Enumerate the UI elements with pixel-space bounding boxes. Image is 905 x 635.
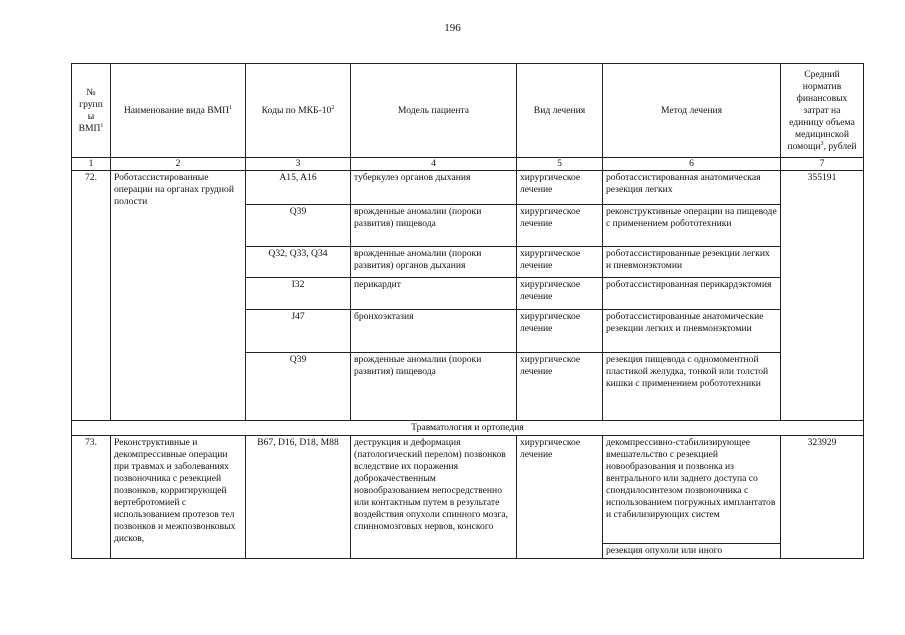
average-cost-cell: 355191 <box>781 171 864 421</box>
patient-model-cell: туберкулез органов дыхания <box>351 171 517 205</box>
treatment-method-cell: роботассистированные резекции легких и пневмонэктомии <box>603 247 781 278</box>
treatment-type-cell: хирургическое лечение <box>517 278 603 310</box>
mkb-code-cell: Q32, Q33, Q34 <box>246 247 351 278</box>
mkb-code-cell: I32 <box>246 278 351 310</box>
column-number: 1 <box>72 158 111 171</box>
treatment-method-cell: роботассистированная перикардэктомия <box>603 278 781 310</box>
treatment-type-cell: хирургическое лечение <box>517 171 603 205</box>
treatment-type-cell: хирургическое лечение <box>517 310 603 353</box>
column-number: 5 <box>517 158 603 171</box>
column-number-row <box>72 158 864 171</box>
group-number: 72. <box>72 171 111 421</box>
column-number: 3 <box>246 158 351 171</box>
treatment-method-cell: роботассистированная анатомическая резекция легких <box>603 171 781 205</box>
header-group-number: № групп ы ВМП$^1$ <box>72 64 111 158</box>
group-number: 73. <box>72 436 111 559</box>
treatment-type-cell: хирургическое лечение <box>517 436 603 559</box>
mkb-code-cell: Q39 <box>246 205 351 247</box>
header-row <box>72 64 864 158</box>
mkb-code-cell: A15, A16 <box>246 171 351 205</box>
header-treatment-type: Вид лечения <box>517 64 603 158</box>
header-patient-model: Модель пациента <box>351 64 517 158</box>
average-cost-cell: 323929 <box>781 436 864 559</box>
mkb-code-cell: J47 <box>246 310 351 353</box>
vmp-name-cell: Роботассистированные операции на органах грудной полости <box>111 171 246 421</box>
mkb-code-cell: Q39 <box>246 353 351 421</box>
column-number: 7 <box>781 158 864 171</box>
section-row <box>72 421 864 436</box>
treatment-type-cell: хирургическое лечение <box>517 205 603 247</box>
vmp-name-cell: Реконструктивные и декомпрессивные операции при травмах и заболеваниях позвоночника с резекцией позвонков, корригирующей вертебротомией с использованием протезов тел позвонков и межпозвонковых дисков, <box>111 436 246 559</box>
header-average-cost: Средний норматив финансовых затрат на единицу объема медицинской помощи$^3$, рублей <box>781 64 864 158</box>
patient-model-cell: деструкция и деформация (патологический перелом) позвонков вследствие их поражения доброкачественным новообразованием непосредственно или контактным путем в результате воздействия опухоли спинного мозга, спинномозговых нервов, конского <box>351 436 517 559</box>
header-treatment-method: Метод лечения <box>603 64 781 158</box>
treatment-method-cell: резекция опухоли или иного <box>603 544 781 559</box>
column-number: 6 <box>603 158 781 171</box>
table-row <box>72 171 864 205</box>
vmp-table <box>71 63 864 559</box>
treatment-method-cell: роботассистированные анатомические резекции легких и пневмонэктомии <box>603 310 781 353</box>
mkb-code-cell: B67, D16, D18, M88 <box>246 436 351 559</box>
treatment-method-cell: реконструктивные операции на пищеводе с применением робототехники <box>603 205 781 247</box>
patient-model-cell: перикардит <box>351 278 517 310</box>
header-mkb-codes: Коды по МКБ-$10^2$ <box>246 64 351 158</box>
section-title: Травматология и ортопедия <box>72 421 864 436</box>
column-number: 4 <box>351 158 517 171</box>
table-row <box>72 436 864 544</box>
header-vmp-name: Наименование вида ВМП$^1$ <box>111 64 246 158</box>
treatment-type-cell: хирургическое лечение <box>517 353 603 421</box>
patient-model-cell: врожденные аномалии (пороки развития) пищевода <box>351 353 517 421</box>
page-number: 196 <box>444 22 461 34</box>
treatment-type-cell: хирургическое лечение <box>517 247 603 278</box>
patient-model-cell: врожденные аномалии (пороки развития) пищевода <box>351 205 517 247</box>
column-number: 2 <box>111 158 246 171</box>
patient-model-cell: бронхоэктазия <box>351 310 517 353</box>
treatment-method-cell: декомпрессивно-стабилизирующее вмешательство с резекцией новообразования и позвонка из вентрального или заднего доступа со спондилосинтезом позвоночника с использованием погружных имплантатов и стабилизирующих систем <box>603 436 781 544</box>
patient-model-cell: врожденные аномалии (пороки развития) органов дыхания <box>351 247 517 278</box>
treatment-method-cell: резекция пищевода с одномоментной пластикой желудка, тонкой или толстой кишки с применением робототехники <box>603 353 781 421</box>
